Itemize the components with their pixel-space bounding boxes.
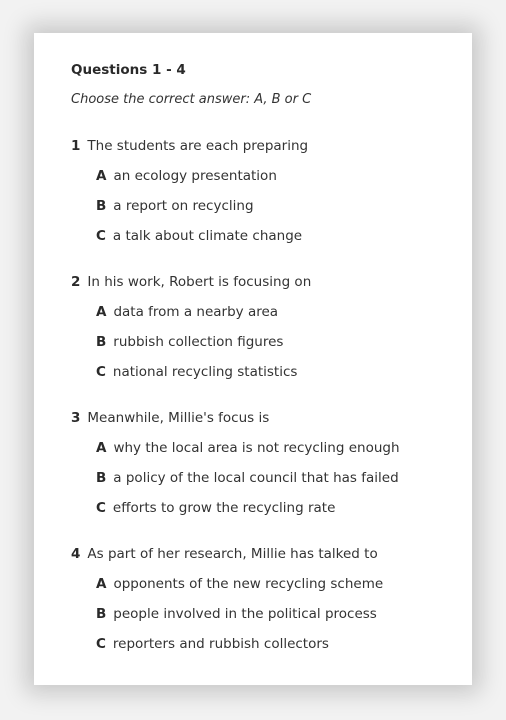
section-heading: Questions 1 - 4 [71,62,186,78]
question-prompt [71,544,451,574]
option-letter: C [96,636,106,652]
option-b[interactable] [71,332,451,362]
option-letter: C [96,364,106,380]
option-text: a talk about climate change [112,228,303,244]
option-b[interactable] [71,604,451,634]
option-a[interactable] [71,574,451,604]
question-number: 3 [71,410,81,426]
option-text: data from a nearby area [113,304,279,320]
option-text: people involved in the political process [113,606,377,622]
option-b[interactable] [71,468,451,498]
option-text: an ecology presentation [113,168,277,184]
question-number: 2 [71,274,81,290]
option-letter: B [96,606,107,622]
option-text: a policy of the local council that has failed [113,470,399,486]
option-text: why the local area is not recycling enough [113,440,400,456]
option-text: a report on recycling [113,198,254,214]
option-b[interactable] [71,196,451,226]
option-text: efforts to grow the recycling rate [112,500,336,516]
question-3 [71,408,451,528]
option-letter: B [96,198,107,214]
question-prompt [71,136,451,166]
question-text: As part of her research, Millie has talked to [87,546,378,562]
instruction-text: Choose the correct answer: A, B or C [71,92,312,107]
option-text: rubbish collection figures [113,334,284,350]
option-letter: B [96,334,107,350]
question-prompt [71,272,451,302]
question-2 [71,272,451,392]
question-text: Meanwhile, Millie's focus is [87,410,270,426]
question-1 [71,136,451,256]
option-c[interactable] [71,226,451,256]
question-card [34,33,472,685]
option-a[interactable] [71,302,451,332]
option-letter: A [96,168,107,184]
option-c[interactable] [71,362,451,392]
option-c[interactable] [71,498,451,528]
option-letter: A [96,304,107,320]
option-letter: A [96,440,107,456]
option-a[interactable] [71,166,451,196]
question-4 [71,544,451,664]
option-letter: C [96,228,106,244]
question-text: The students are each preparing [87,138,309,154]
question-number: 4 [71,546,81,562]
question-prompt [71,408,451,438]
option-c[interactable] [71,634,451,664]
option-text: national recycling statistics [112,364,298,380]
question-number: 1 [71,138,81,154]
option-letter: C [96,500,106,516]
option-letter: B [96,470,107,486]
option-letter: A [96,576,107,592]
option-text: reporters and rubbish collectors [112,636,329,652]
question-text: In his work, Robert is focusing on [87,274,312,290]
option-text: opponents of the new recycling scheme [113,576,384,592]
option-a[interactable] [71,438,451,468]
